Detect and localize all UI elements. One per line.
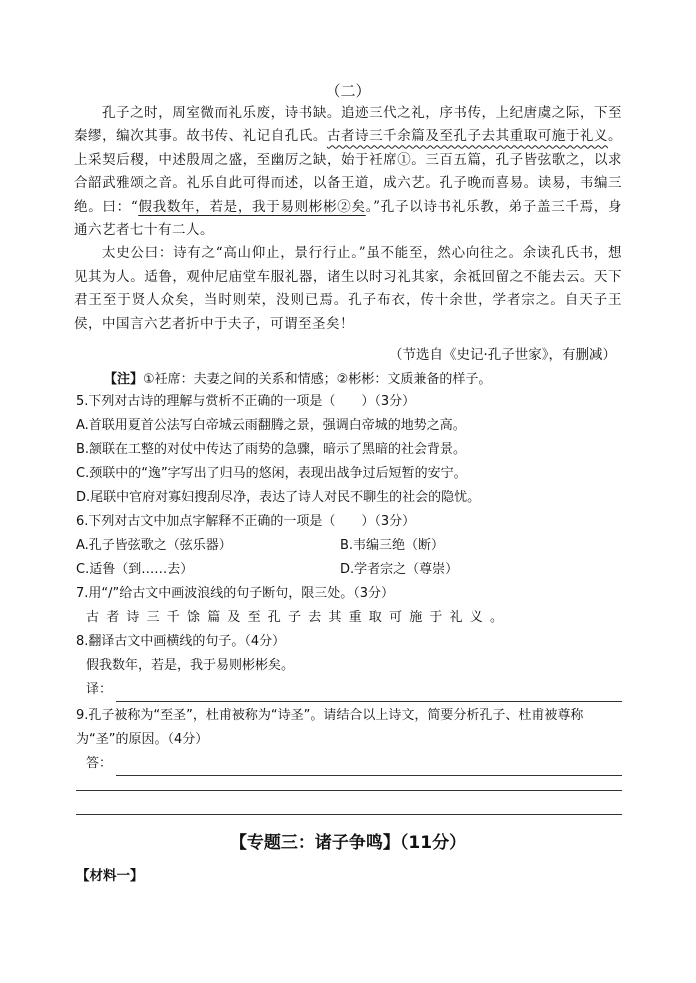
answer-label: 译： xyxy=(86,682,113,697)
passage-text: 。上采契后稷，中述殷周之盛，至幽厉之缺，始于衽席①。三百五篇，孔子皆弦歌之，以求合韶武雅颂之音。礼乐自此可得而述，以备王道，成六艺。孔子晚而喜易。读易，韦编三绝。曰：“ xyxy=(74,128,623,215)
option-row xyxy=(76,558,622,582)
option-a: A.首联用夏首公法写白帝城云雨翻腾之景，强调白帝城的地势之高。 xyxy=(76,418,466,433)
option-a: A.孔子皆弦歌之（弦乐器） xyxy=(76,538,232,553)
answer-line-1[interactable] xyxy=(116,758,622,776)
underlined-sentence: 假我数年，若是，我于易则彬彬②矣 xyxy=(138,198,366,215)
passage-paragraph-2: 太史公曰：诗有之“高山仰止，景行行止。”虽不能至，然心向往之。余读孔氏书，想见其为人。适鲁，观仲尼庙堂车服礼器，诸生以时习礼其家，余祗回留之不能去云。天下君王至于贤人众矣，当时则荣，没则已焉。孔子布衣，传十余世，学者宗之。自天子王侯，中国言六艺者折中于夫子，可谓至圣矣！ xyxy=(74,245,622,332)
question-5 xyxy=(76,390,622,510)
option-b: B.颔联在工整的对仗中传达了雨势的急骤，暗示了黑暗的社会背景。 xyxy=(76,442,467,457)
question-9 xyxy=(76,704,622,776)
question-stem: 5.下列对古诗的理解与赏析不正确的一项是（ ）（3分） xyxy=(76,394,416,409)
wavy-underlined-sentence: 古者诗三千余篇及至孔子去其重取可施于礼义 xyxy=(326,128,609,145)
answer-line-3[interactable] xyxy=(76,814,622,815)
question-stem: 6.下列对古文中加点字解释不正确的一项是（ ）（3分） xyxy=(76,514,416,529)
answer-label: 答： xyxy=(86,756,113,771)
question-7 xyxy=(76,582,622,630)
question-6 xyxy=(76,510,622,582)
option-d: D.学者宗之（尊崇） xyxy=(340,562,459,577)
annotation-note xyxy=(104,368,650,392)
classical-passage xyxy=(74,102,622,336)
section-heading: （二） xyxy=(325,82,371,100)
question-stem: 9.孔子被称为“至圣”，杜甫被称为“诗圣”。请结合以上诗文，简要分析孔子、杜甫被尊称为“圣”的原因。（4分） xyxy=(76,708,584,747)
passage-text: 孔子之时，周室微而礼乐废，诗书缺。追迹三代之礼，序书传，上纪唐虞之际，下至秦缪，编次其事。故书传、礼记自孔氏。 xyxy=(74,105,622,145)
translation-answer-row xyxy=(76,678,622,702)
answer-line-2[interactable] xyxy=(76,790,622,791)
sentence-to-punctuate: 古者诗三千馀篇及至孔子去其重取可施于礼义。 xyxy=(86,610,511,625)
option-row xyxy=(76,534,622,558)
question-stem: 7.用“/”给古文中画波浪线的句子断句，限三处。（3分） xyxy=(76,586,395,601)
option-b: B.韦编三绝（断） xyxy=(340,538,445,553)
passage-text: 。”孔子以诗书礼乐教，弟子盖三千焉，身通六艺者七十有二人。 xyxy=(74,198,623,239)
option-d: D.尾联中官府对寡妇搜刮尽净，表达了诗人对民不聊生的社会的隐忧。 xyxy=(76,490,481,505)
note-text: ①衽席：夫妻之间的关系和情感；②彬彬：文质兼备的样子。 xyxy=(143,372,492,387)
option-c: C.适鲁（到……去） xyxy=(76,562,194,577)
translation-answer-line[interactable] xyxy=(116,684,622,702)
topic-heading: 【专题三：诸子争鸣】（11分） xyxy=(229,833,467,853)
sentence-to-translate: 假我数年，若是，我于易则彬彬矣。 xyxy=(86,658,295,673)
option-c: C.颈联中的“逸”字写出了归马的悠闲，表现出战争过后短暂的安宁。 xyxy=(76,466,467,481)
material-label: 【材料一】 xyxy=(76,868,144,884)
question-8 xyxy=(76,630,622,702)
question-stem: 8.翻译古文中画横线的句子。（4分） xyxy=(76,634,286,649)
passage-paragraph-1 xyxy=(74,102,622,242)
answer-row xyxy=(76,752,622,776)
note-label: 【注】 xyxy=(104,372,144,387)
source-citation: （节选自《史记·孔子世家》，有删减） xyxy=(388,347,616,363)
